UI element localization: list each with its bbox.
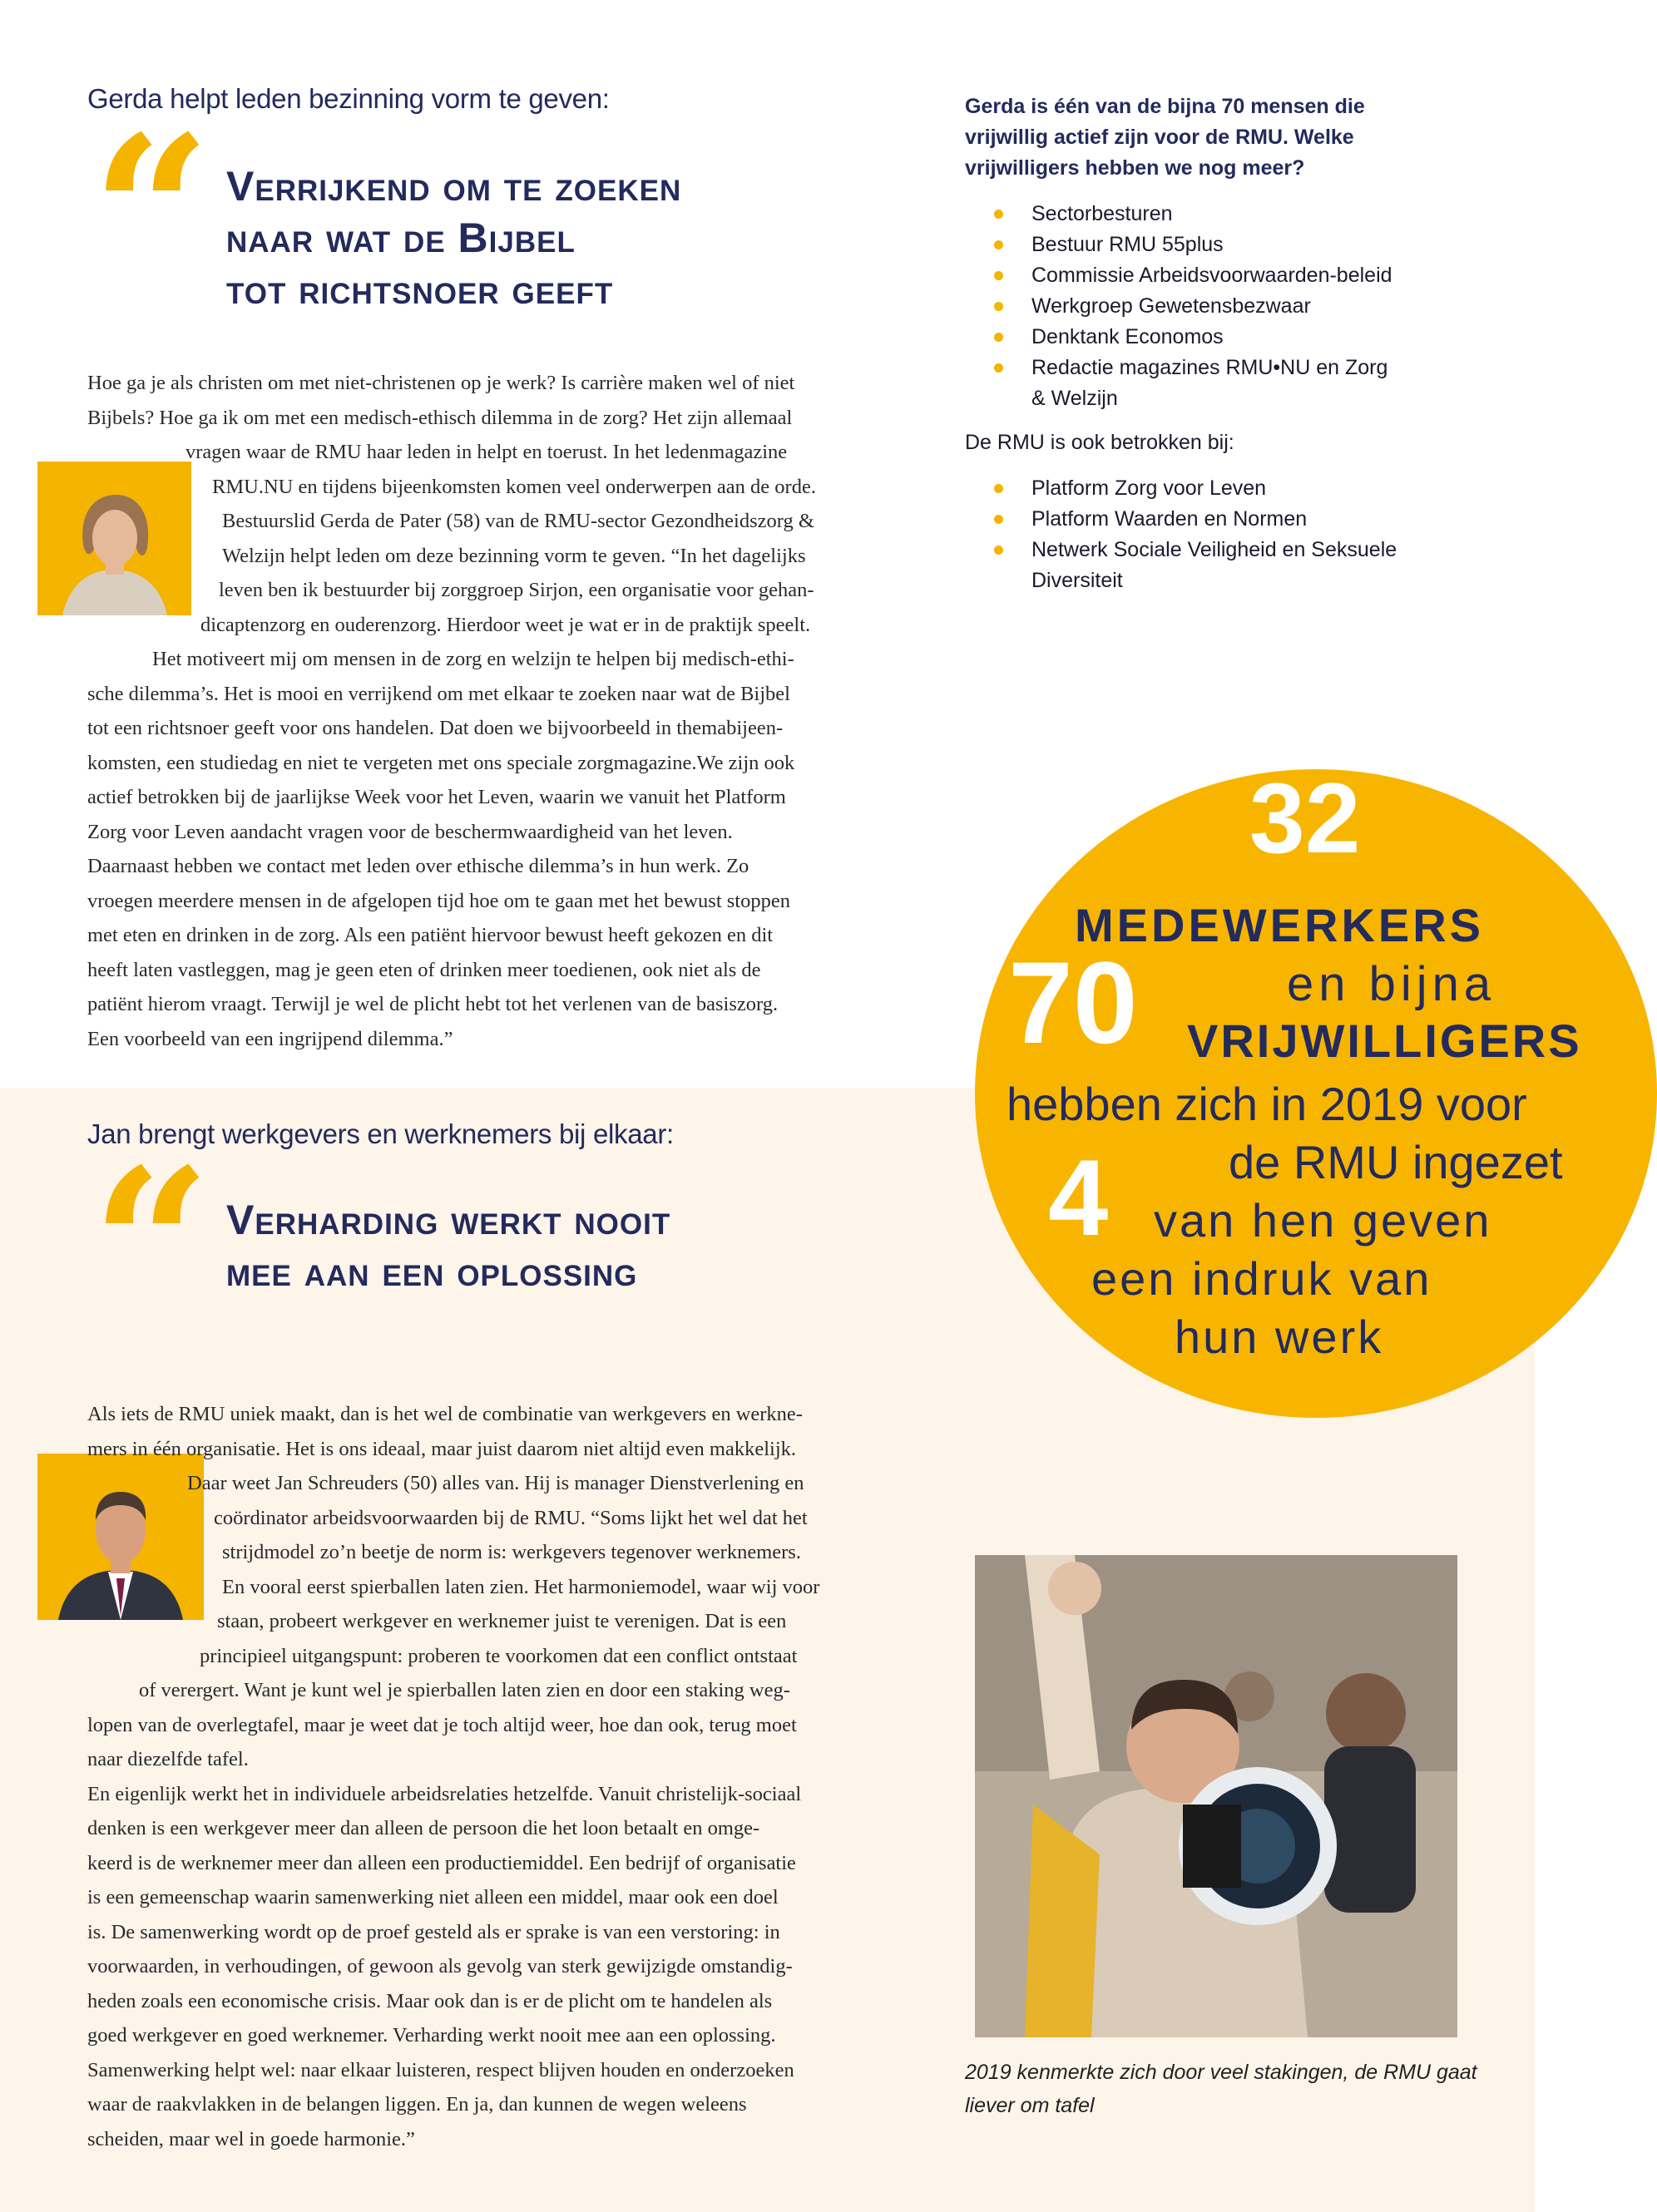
section2-body xyxy=(87,1397,927,2156)
body-line: En vooral eerst spierballen laten zien. Het harmoniemodel, waar wij voor xyxy=(222,1575,820,1598)
sidebar-intro: Gerda is één van de bijna 70 mensen die vrijwillig actief zijn voor de RMU. Welke vrijwilligers hebben we nog meer? xyxy=(965,95,1365,180)
body-line: Een voorbeeld van een ingrijpend dilemma.” xyxy=(87,1027,453,1050)
volunteers-sidebar xyxy=(965,91,1397,596)
list-item: Commissie Arbeidsvoorwaarden-beleid xyxy=(965,260,1397,291)
headline-line: tot richtsnoer geeft xyxy=(226,266,614,313)
body-line: Zorg voor Leven aandacht vragen voor de beschermwaardigheid van het leven. xyxy=(87,820,733,843)
section1-body xyxy=(87,366,927,1056)
stat-number-volunteers: 70 xyxy=(1008,937,1138,1068)
body-line: heden zoals een economische crisis. Maar ook dan is er de plicht om te handelen als xyxy=(87,1989,773,2012)
body-line: Bijbels? Hoe ga ik om met een medisch-ethisch dilemma in de zorg? Het zijn allemaal xyxy=(87,406,793,429)
body-line: is een gemeenschap waarin samenwerking niet alleen een middel, maar ook een doel xyxy=(87,1886,779,1908)
list-item: Sectorbesturen xyxy=(965,199,1397,230)
volunteers-list xyxy=(965,199,1397,414)
list-item: Platform Waarden en Normen xyxy=(965,504,1397,535)
stat-text-line: een indruk van xyxy=(1091,1252,1432,1305)
stat-text-almost: en bijna xyxy=(1287,957,1496,1011)
body-line: Bestuurslid Gerda de Pater (58) van de RMU-sector Gezondheidszorg & xyxy=(222,510,814,532)
stat-text-line: hun werk xyxy=(1175,1311,1384,1363)
body-line: dicaptenzorg en ouderenzorg. Hierdoor weet je wat er in de praktijk speelt. xyxy=(200,613,811,636)
stat-number-staff: 32 xyxy=(1249,763,1361,874)
body-line: staan, probeert werkgever en werknemer juist te verenigen. Dat is een xyxy=(217,1610,787,1632)
body-line: sche dilemma’s. Het is mooi en verrijkend om met elkaar te zoeken naar wat de Bijbel xyxy=(87,682,790,705)
stat-number-featured: 4 xyxy=(1048,1137,1109,1258)
body-line: lopen van de overlegtafel, maar je weet dat je toch altijd weer, hoe dan ook, terug moet xyxy=(87,1713,797,1736)
stat-text-line: hebben zich in 2019 voor xyxy=(1007,1078,1527,1130)
stat-text-line: de RMU ingezet xyxy=(1229,1136,1563,1188)
body-line: keerd is de werknemer meer dan alleen een productiemiddel. Een bedrijf of organisatie xyxy=(87,1851,796,1874)
body-line: mers in één organisatie. Het is ons ideaal, maar juist daarom niet altijd even makkelijk. xyxy=(87,1437,797,1460)
involved-list xyxy=(965,473,1397,596)
list-item: Denktank Economos xyxy=(965,322,1397,353)
body-line: met eten en drinken in de zorg. Als een patiënt hiervoor bewust heeft gekozen en dit xyxy=(87,924,774,946)
body-line: Hoe ga je als christen om met niet-christenen op je werk? Is carrière maken wel of niet xyxy=(87,372,795,394)
body-line: is. De samenwerking wordt op de proef gesteld als er sprake is van een verstoring: in xyxy=(87,1920,780,1943)
headline-line: Verrijkend om te zoeken xyxy=(226,163,682,210)
body-line: leven ben ik bestuurder bij zorggroep Sirjon, een organisatie voor gehan- xyxy=(219,579,814,601)
body-line: patiënt hierom vraagt. Terwijl je wel de plicht hebt tot het verlenen van de basiszorg. xyxy=(87,993,779,1015)
headline-line: naar wat de Bijbel xyxy=(226,215,576,261)
section1-headline xyxy=(226,160,681,315)
body-line: Samenwerking helpt wel: naar elkaar luisteren, respect blijven houden en onderzoeken xyxy=(87,2058,794,2081)
body-line: waar de raakvlakken in de belangen liggen. En ja, dan kunnen de wegen weleens xyxy=(87,2093,747,2116)
body-line: Welzijn helpt leden om deze bezinning vorm te geven. “In het dagelijks xyxy=(222,544,806,567)
body-line: principieel uitgangspunt: proberen te voorkomen dat een conflict ontstaat xyxy=(200,1644,798,1667)
body-line: En eigenlijk werkt het in individuele arbeidsrelaties hetzelfde. Vanuit christelijk-sociaal xyxy=(87,1782,802,1805)
section1-lead: Gerda helpt leden bezinning vorm te geven: xyxy=(87,83,610,114)
body-line: tot een richtsnoer geeft voor ons handelen. Dat doen we bijvoorbeeld in themabijeen- xyxy=(87,717,784,739)
body-line: Daarnaast hebben we contact met leden over ethische dilemma’s in hun werk. Zo xyxy=(87,855,749,877)
body-line: goed werkgever en goed werknemer. Verharding werkt nooit mee aan een oplossing. xyxy=(87,2024,776,2047)
list-item: Redactie magazines RMU•NU en Zorg & Welzijn xyxy=(965,353,1397,414)
photo-caption: 2019 kenmerkte zich door veel stakingen, de RMU gaat liever om tafel xyxy=(965,2061,1477,2117)
body-line: komsten, een studiedag en niet te vergeten met ons speciale zorgmagazine.We zijn ook xyxy=(87,751,795,774)
stat-label-staff: MEDEWERKERS xyxy=(1075,899,1485,951)
list-item: Werkgroep Gewetensbezwaar xyxy=(965,291,1397,322)
body-line: actief betrokken bij de jaarlijkse Week voor het Leven, waarin we vanuit het Platform xyxy=(87,786,786,808)
body-line: vroegen meerdere mensen in de afgelopen tijd hoe om te gaan met het bewust stoppen xyxy=(87,889,790,912)
body-line: strijdmodel zo’n beetje de norm is: werkgevers tegenover werknemers. xyxy=(222,1541,801,1563)
list-item: Bestuur RMU 55plus xyxy=(965,230,1397,260)
body-line: Het motiveert mij om mensen in de zorg en welzijn te helpen bij medisch-ethi- xyxy=(152,648,794,670)
body-line: denken is een werkgever meer dan alleen de persoon die het loon betaalt en omge- xyxy=(87,1817,760,1839)
section2-headline xyxy=(226,1194,670,1297)
body-line: voorwaarden, in verhoudingen, of gewoon als gevolg van sterk gewijzigde omstandig- xyxy=(87,1955,793,1977)
list-item: Platform Zorg voor Leven xyxy=(965,473,1397,504)
protest-photo xyxy=(975,1555,1457,2037)
quote-mark-icon: “ xyxy=(92,1123,211,1367)
quote-mark-icon: “ xyxy=(92,90,211,334)
stat-label-volunteers: VRIJWILLIGERS xyxy=(1187,1015,1582,1067)
body-line: vragen waar de RMU haar leden in helpt en toerust. In het ledenmagazine xyxy=(185,441,788,463)
body-line: naar diezelfde tafel. xyxy=(87,1748,249,1770)
body-line: RMU.NU en tijdens bijeenkomsten komen veel onderwerpen aan de orde. xyxy=(212,475,816,498)
headline-line: Verharding werkt nooit xyxy=(226,1197,671,1243)
body-line: of verergert. Want je kunt wel je spierballen laten zien en door een staking weg- xyxy=(139,1679,790,1701)
body-line: Als iets de RMU uniek maakt, dan is het wel de combinatie van werkgevers en werkne- xyxy=(87,1403,803,1425)
body-line: scheiden, maar wel in goede harmonie.” xyxy=(87,2127,415,2150)
body-line: Daar weet Jan Schreuders (50) alles van. Hij is manager Dienstverlening en xyxy=(187,1472,804,1494)
stats-circle xyxy=(975,763,1657,1418)
section2-lead: Jan brengt werkgevers en werknemers bij elkaar: xyxy=(87,1118,674,1149)
body-line: heeft laten vastleggen, mag je geen eten of drinken meer toedienen, ook niet als de xyxy=(87,958,761,981)
stat-text-line: van hen geven xyxy=(1154,1194,1492,1247)
involved-label: De RMU is ook betrokken bij: xyxy=(965,431,1234,454)
headline-line: mee aan een oplossing xyxy=(226,1248,638,1295)
body-line: coördinator arbeidsvoorwaarden bij de RMU. “Soms lijkt het wel dat het xyxy=(214,1506,808,1529)
list-item: Netwerk Sociale Veiligheid en Seksuele Diversiteit xyxy=(965,535,1397,596)
